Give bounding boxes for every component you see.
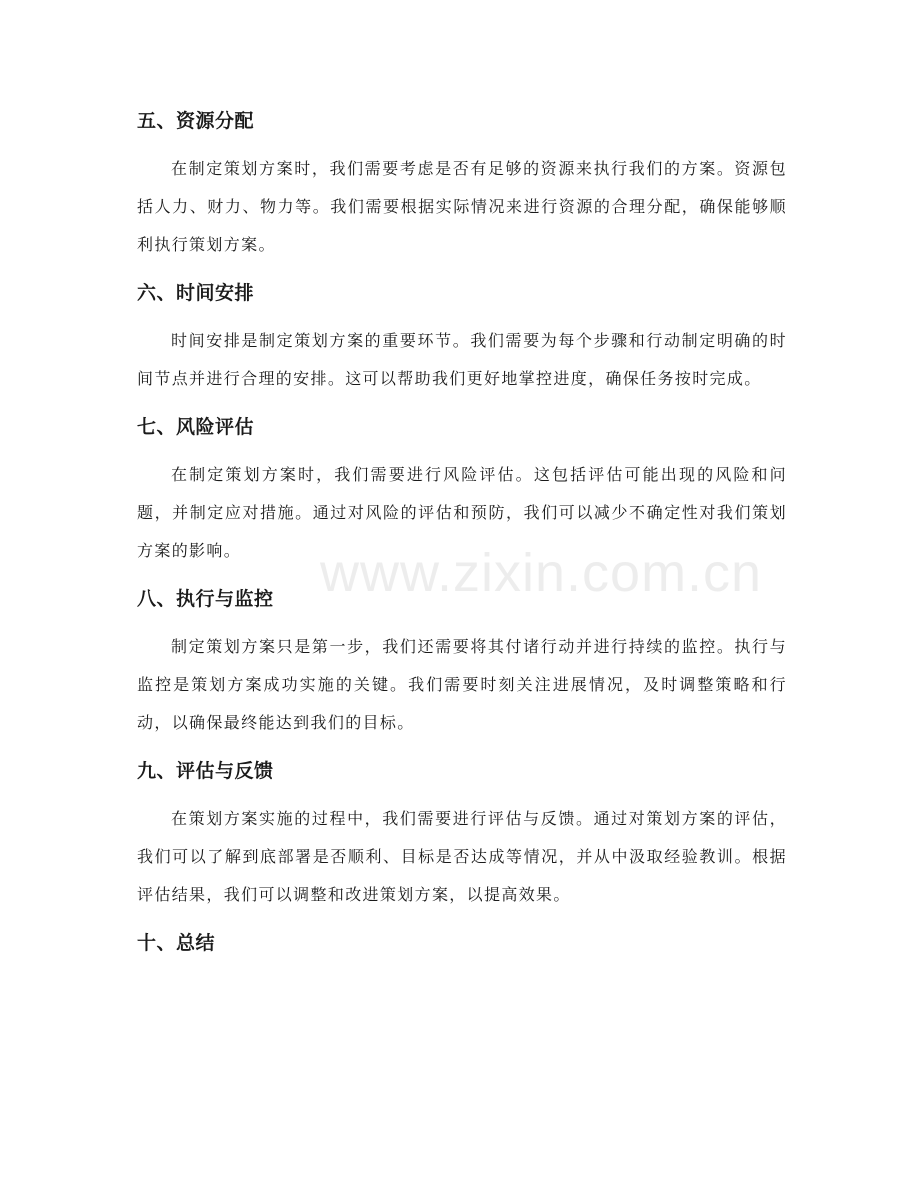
section-paragraph: 制定策划方案只是第一步，我们还需要将其付诸行动并进行持续的监控。执行与监控是策划方案成功实施的关键。我们需要时刻关注进展情况，及时调整策略和行动，以确保最终能达到我们的目标。 [137,637,787,732]
section-paragraph: 在策划方案实施的过程中，我们需要进行评估与反馈。通过对策划方案的评估，我们可以了解到底部署是否顺利、目标是否达成等情况，并从中汲取经验教训。根据评估结果，我们可以调整和改进策划方案，以提高效果。 [137,809,787,904]
section-heading: 九、评估与反馈 [137,760,274,782]
section-heading: 六、时间安排 [137,282,255,304]
section-paragraph: 在制定策划方案时，我们需要进行风险评估。这包括评估可能出现的风险和问题，并制定应对措施。通过对风险的评估和预防，我们可以减少不确定性对我们策划方案的影响。 [137,465,787,560]
section-execution-monitoring [137,584,787,742]
section-heading: 五、资源分配 [137,110,255,132]
section-heading: 十、总结 [137,932,216,954]
section-evaluation-feedback [137,756,787,914]
section-heading: 八、执行与监控 [137,588,274,610]
section-summary [137,928,787,958]
section-heading: 七、风险评估 [137,416,255,438]
section-resource-allocation [137,106,787,264]
document-body [137,106,787,958]
section-risk-assessment [137,412,787,570]
section-paragraph: 在制定策划方案时，我们需要考虑是否有足够的资源来执行我们的方案。资源包括人力、财力、物力等。我们需要根据实际情况来进行资源的合理分配，确保能够顺利执行策划方案。 [137,159,787,254]
section-time-schedule [137,278,787,398]
watermark: www.zixin.com.cn [320,543,763,603]
section-paragraph: 时间安排是制定策划方案的重要环节。我们需要为每个步骤和行动制定明确的时间节点并进行合理的安排。这可以帮助我们更好地掌控进度，确保任务按时完成。 [137,331,787,388]
